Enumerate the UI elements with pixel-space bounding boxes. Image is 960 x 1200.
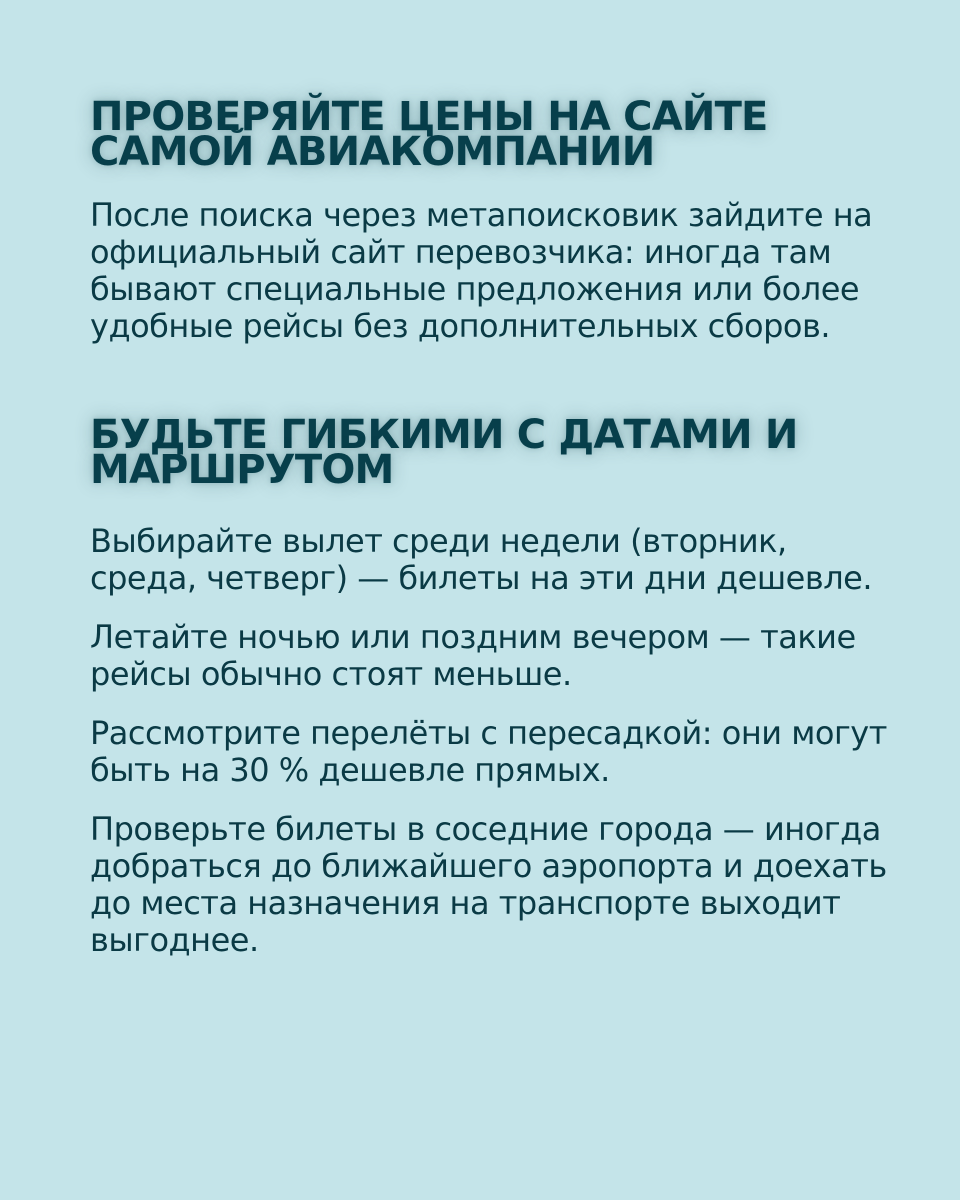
section-paragraph: Летайте ночью или поздним вечером — такие рейсы обычно стоят меньше. xyxy=(90,618,856,693)
section-heading: БУДЬТЕ ГИБКИМИ С ДАТАМИ И МАРШРУТОМ xyxy=(90,412,798,493)
tips-page xyxy=(90,94,900,959)
section-heading: ПРОВЕРЯЙТЕ ЦЕНЫ НА САЙТЕ САМОЙ АВИАКОМПАНИИ xyxy=(90,94,768,175)
tip-section-flexible-dates xyxy=(90,412,900,959)
section-paragraph: Рассмотрите перелёты с пересадкой: они могут быть на 30 % дешевле прямых. xyxy=(90,714,887,789)
section-paragraph: После поиска через метапоисковик зайдите на официальный сайт перевозчика: иногда там бывают специальные предложения или более удобные рейсы без дополнительных сборов. xyxy=(90,196,873,345)
section-paragraph: Выбирайте вылет среди недели (вторник, среда, четверг) — билеты на эти дни дешевле. xyxy=(90,522,872,597)
tip-section-airline-site xyxy=(90,94,900,345)
section-paragraph: Проверьте билеты в соседние города — иногда добраться до ближайшего аэропорта и доехать до места назначения на транспорте выходит выгоднее. xyxy=(90,810,887,959)
